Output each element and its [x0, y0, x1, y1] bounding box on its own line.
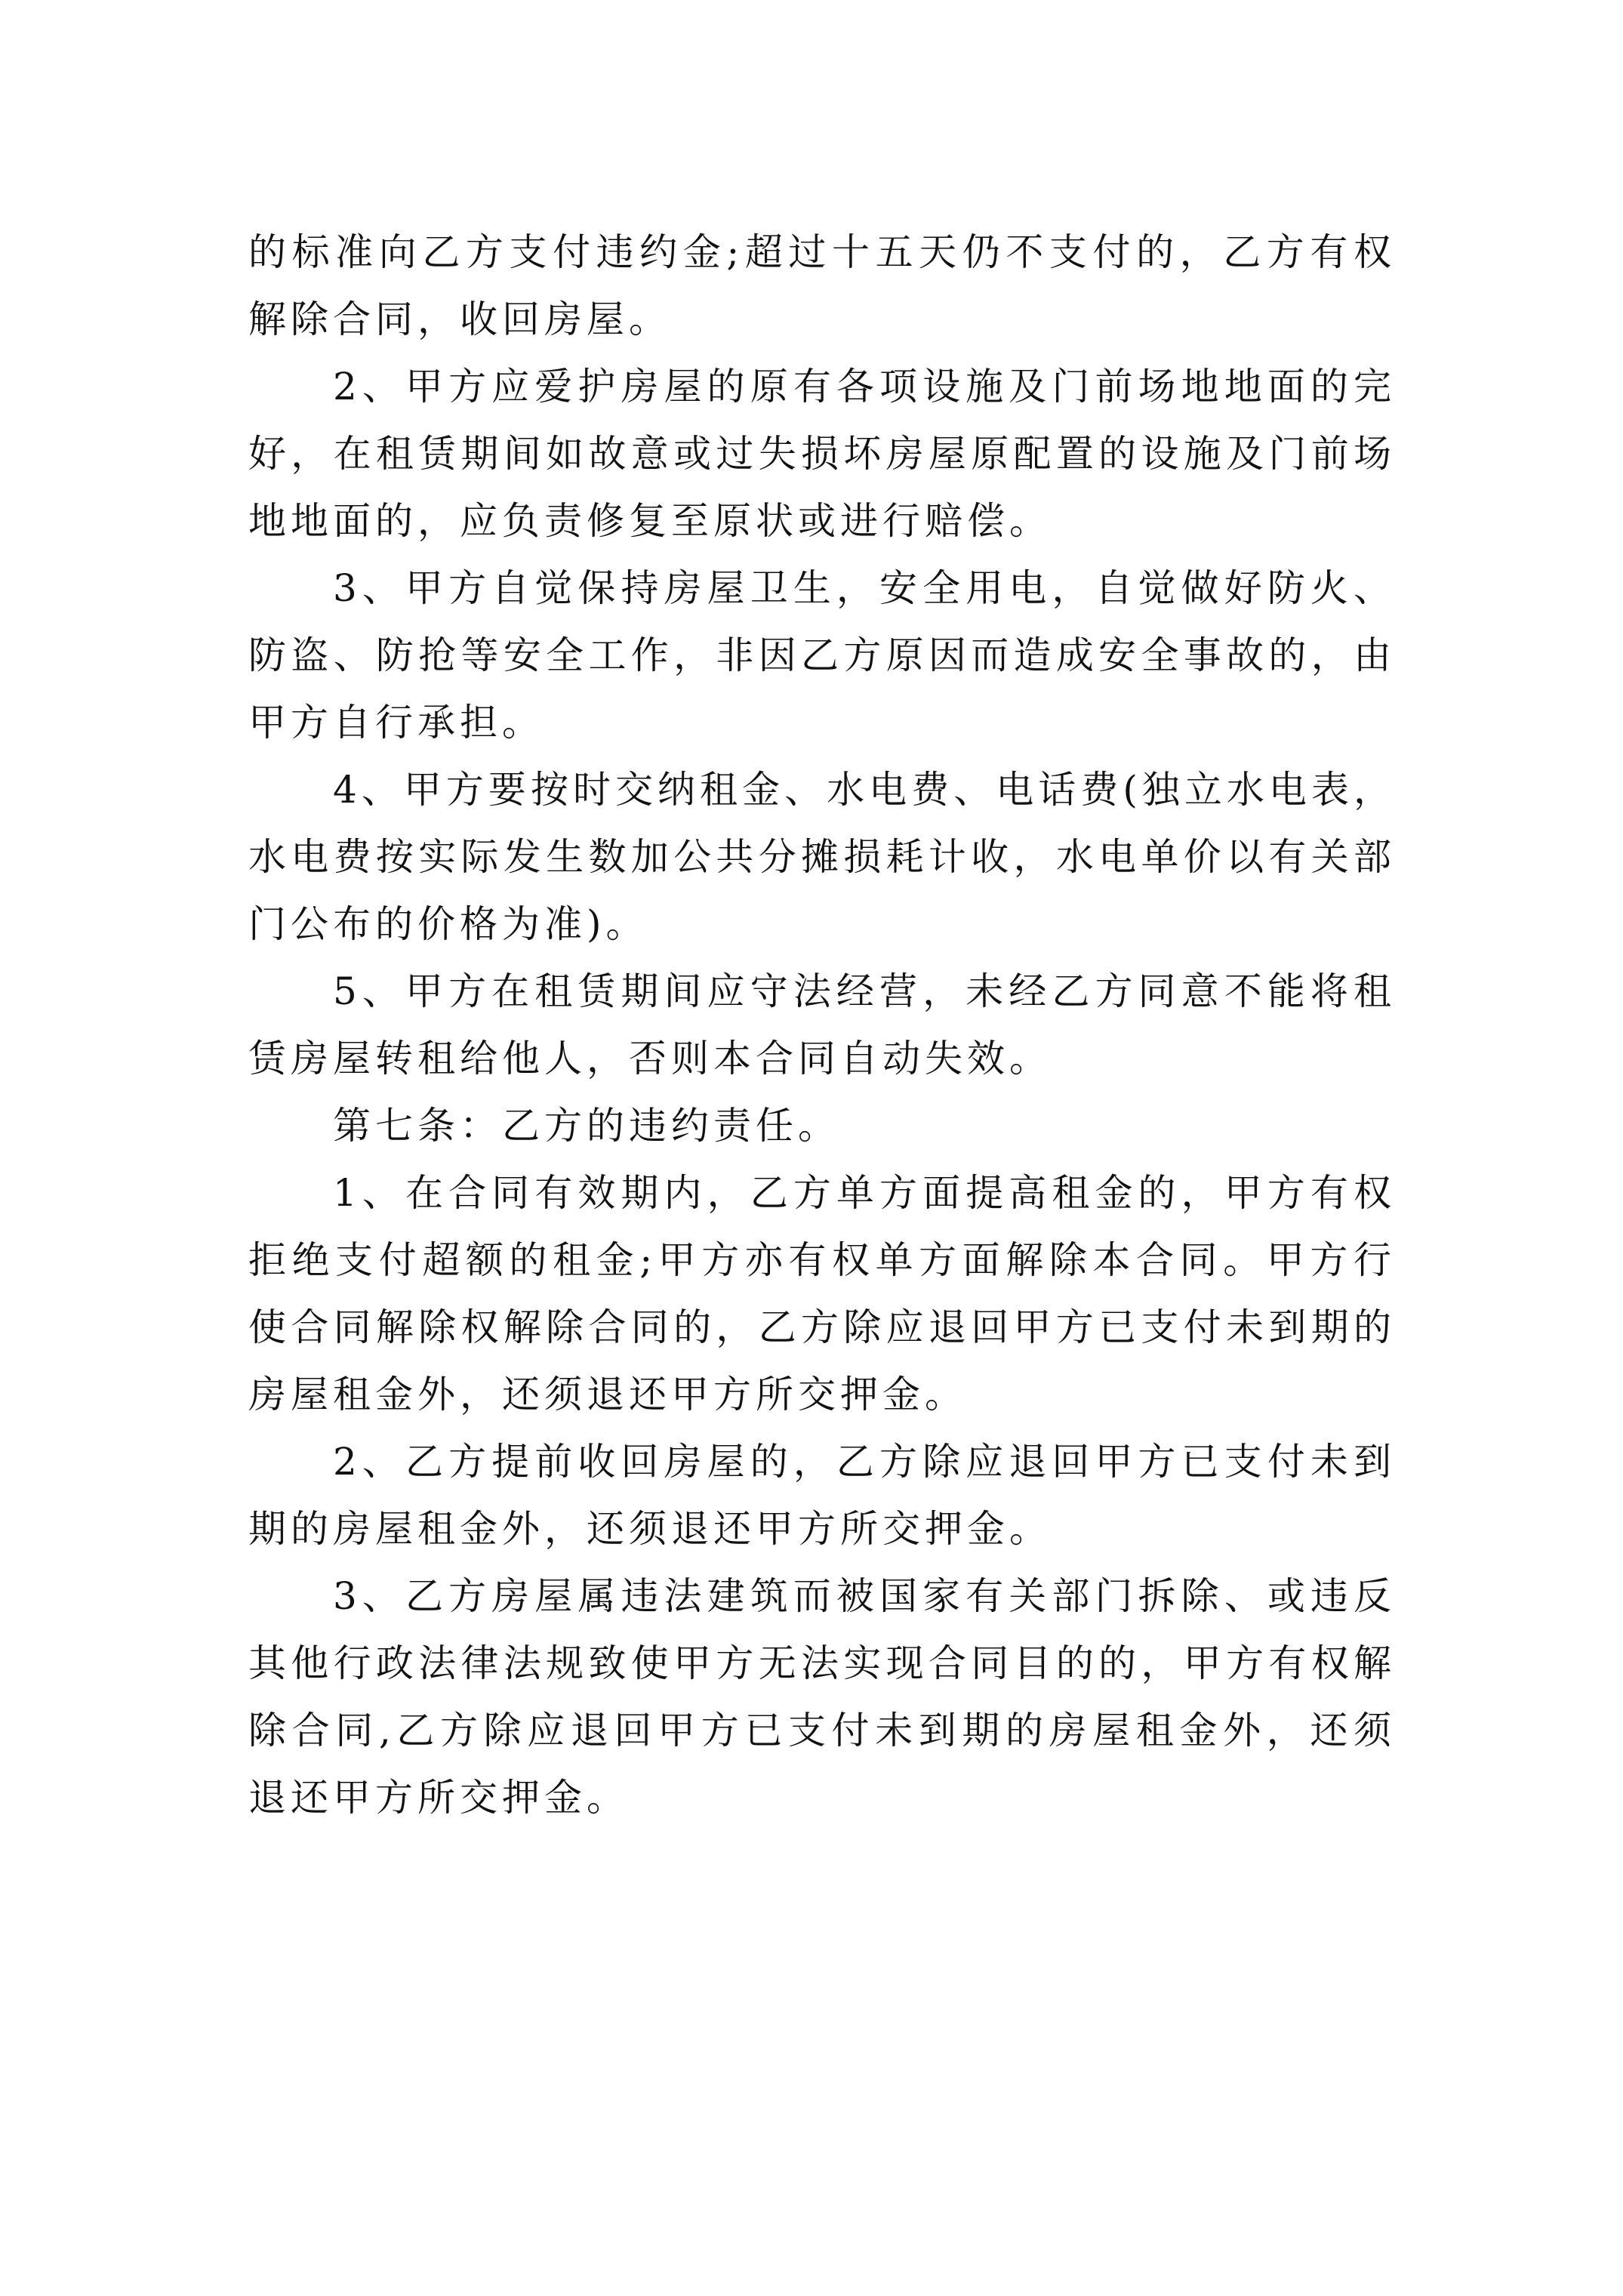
paragraph-article7-clause-3: 3、乙方房屋属违法建筑而被国家有关部门拆除、或违反其他行政法律法规致使甲方无法实现合同目的的，甲方有权解除合同,乙方除应退回甲方已支付未到期的房屋租金外，还须退还甲方所交押金。: [248, 1574, 1396, 1820]
paragraph-clause-5: 5、甲方在租赁期间应守法经营，未经乙方同意不能将租赁房屋转租给他人，否则本合同自动失效。: [248, 969, 1396, 1080]
paragraph-article7-clause-2: 2、乙方提前收回房屋的，乙方除应退回甲方已支付未到期的房屋租金外，还须退还甲方所交押金。: [248, 1440, 1396, 1551]
document-body: [248, 219, 1396, 1832]
paragraph-continuation: 的标准向乙方支付违约金;超过十五天仍不支付的，乙方有权解除合同，收回房屋。: [248, 230, 1396, 341]
paragraph-article7-clause-1: 1、在合同有效期内，乙方单方面提高租金的，甲方有权拒绝支付超额的租金;甲方亦有权单方面解除本合同。甲方行使合同解除权解除合同的，乙方除应退回甲方已支付未到期的房屋租金外，还须退还甲方所交押金。: [248, 1171, 1396, 1416]
paragraph-clause-4: 4、甲方要按时交纳租金、水电费、电话费(独立水电表，水电费按实际发生数加公共分摊损耗计收，水电单价以有关部门公布的价格为准)。: [248, 768, 1396, 946]
article-seven-heading: 第七条：乙方的违约责任。: [333, 1104, 840, 1148]
paragraph-clause-3: 3、甲方自觉保持房屋卫生，安全用电，自觉做好防火、防盗、防抢等安全工作，非因乙方原因而造成安全事故的，由甲方自行承担。: [248, 566, 1396, 744]
paragraph-clause-2: 2、甲方应爱护房屋的原有各项设施及门前场地地面的完好，在租赁期间如故意或过失损坏房屋原配置的设施及门前场地地面的，应负责修复至原状或进行赔偿。: [248, 365, 1396, 543]
